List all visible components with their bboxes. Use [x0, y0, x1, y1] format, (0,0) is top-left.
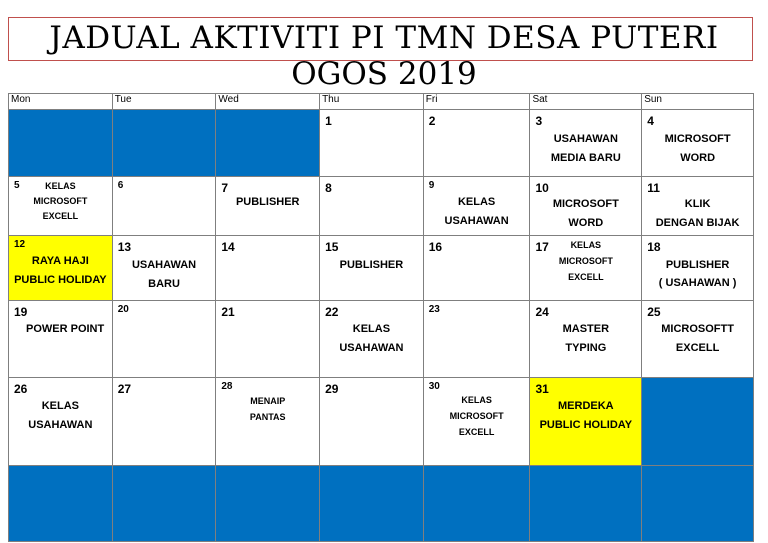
day-cell [112, 177, 216, 236]
weekday-header: Fri [423, 94, 530, 110]
day-number: 30 [428, 381, 440, 392]
activity-line: MICROSOFTT [661, 323, 734, 335]
day-cell [112, 378, 216, 466]
day-cell [530, 110, 642, 177]
week-row [9, 110, 754, 177]
day-number: 4 [647, 114, 654, 128]
day-number: 14 [221, 240, 235, 254]
day-cell [9, 177, 113, 236]
day-cell [320, 177, 424, 236]
day-number: 7 [221, 181, 229, 195]
day-number: 8 [325, 181, 332, 195]
empty-day-cell [530, 466, 642, 542]
day-cell [423, 301, 530, 378]
activity-line: EXCELL [568, 272, 604, 282]
day-number: 23 [428, 304, 440, 315]
activity-line: PUBLISHER [235, 196, 300, 208]
day-number: 20 [117, 304, 129, 315]
day-number: 6 [117, 180, 124, 191]
day-cell [216, 177, 320, 236]
week-row [9, 236, 754, 301]
day-cell [9, 378, 113, 466]
week-row [9, 301, 754, 378]
weekday-header: Thu [320, 94, 424, 110]
activity-line: BARU [148, 278, 180, 290]
activity-line: PANTAS [249, 412, 286, 422]
week-row [9, 177, 754, 236]
empty-day-cell [9, 466, 113, 542]
empty-day-cell [320, 466, 424, 542]
day-cell [216, 301, 320, 378]
day-number: 16 [428, 240, 443, 254]
activity-line: KLIK [684, 198, 711, 210]
activity-line: WORD [568, 217, 604, 229]
day-number: 12 [14, 239, 26, 250]
empty-day-cell [112, 466, 216, 542]
day-cell [423, 378, 530, 466]
day-number: 13 [117, 240, 132, 254]
activity-line: USAHAWAN [131, 259, 197, 271]
empty-day-cell [423, 466, 530, 542]
page-title: JADUAL AKTIVITI PI TMN DESA PUTERI [49, 20, 719, 56]
weekday-header: Sat [530, 94, 642, 110]
day-cell [112, 236, 216, 301]
holiday-cell [9, 236, 113, 301]
day-number: 5 [14, 180, 20, 191]
day-cell [320, 236, 424, 301]
calendar-table [8, 93, 754, 542]
day-number: 10 [535, 181, 549, 195]
day-cell [9, 301, 113, 378]
day-number: 22 [325, 305, 339, 319]
activity-line: MENAIP [250, 396, 286, 406]
week-row [9, 466, 754, 542]
day-number: 3 [535, 114, 543, 128]
day-number: 26 [14, 382, 28, 396]
activity-line: MEDIA BARU [550, 152, 621, 164]
activity-line: PUBLIC HOLIDAY [539, 419, 633, 431]
day-cell [423, 236, 530, 301]
empty-day-cell [9, 110, 113, 177]
day-cell [112, 301, 216, 378]
day-cell [423, 110, 530, 177]
empty-day-cell [642, 378, 754, 466]
weekday-header: Wed [216, 94, 320, 110]
day-cell [642, 110, 754, 177]
day-cell [530, 177, 642, 236]
activity-line: USAHAWAN [553, 133, 618, 145]
day-cell [642, 301, 754, 378]
day-number: 18 [647, 240, 661, 254]
day-cell [320, 378, 424, 466]
activity-line: RAYA HAJI [31, 255, 89, 267]
activity-line: PUBLISHER [665, 259, 730, 271]
activity-line: TYPING [565, 342, 607, 354]
weekday-header-row [9, 94, 754, 110]
activity-line: KELAS [41, 400, 79, 412]
weekday-header: Mon [9, 94, 113, 110]
day-cell [530, 301, 642, 378]
empty-day-cell [112, 110, 216, 177]
day-number: 17 [535, 240, 549, 254]
activity-line: PUBLISHER [339, 259, 404, 271]
activity-line: MICROSOFT [664, 133, 731, 145]
activity-line: EXCELL [42, 211, 79, 221]
activity-line: MASTER [562, 323, 610, 335]
activity-line: MICROSOFT [552, 198, 619, 210]
page-subtitle: OGOS 2019 [291, 56, 477, 92]
day-number: 11 [647, 181, 660, 195]
activity-line: KELAS [45, 181, 76, 191]
empty-day-cell [216, 110, 320, 177]
activity-line: DENGAN BIJAK [655, 217, 740, 229]
activity-line: MICROSOFT [449, 411, 504, 421]
day-number: 21 [221, 305, 235, 319]
day-number: 28 [221, 381, 233, 392]
day-number: 29 [325, 382, 339, 396]
day-number: 19 [14, 305, 28, 319]
day-number: 15 [325, 240, 339, 254]
day-cell [320, 110, 424, 177]
day-cell [530, 236, 642, 301]
day-number: 25 [647, 305, 661, 319]
day-number: 27 [117, 382, 132, 396]
day-number: 1 [325, 114, 332, 128]
day-number: 2 [428, 114, 436, 128]
week-row [9, 378, 754, 466]
weekday-header: Tue [112, 94, 216, 110]
activity-line: PUBLIC HOLIDAY [14, 274, 107, 286]
activity-line: MICROSOFT [558, 256, 613, 266]
activity-line: KELAS [457, 196, 496, 208]
activity-line: MICROSOFT [33, 196, 88, 206]
activity-line: EXCELL [458, 427, 495, 437]
day-number: 31 [535, 382, 549, 396]
empty-day-cell [216, 466, 320, 542]
day-cell [216, 236, 320, 301]
empty-day-cell [642, 466, 754, 542]
activity-line: MERDEKA [558, 400, 614, 412]
day-number: 24 [535, 305, 549, 319]
activity-line: POWER POINT [26, 323, 105, 335]
day-number: 9 [428, 180, 435, 191]
day-cell [642, 177, 754, 236]
weekday-header: Sun [642, 94, 754, 110]
activity-line: KELAS [570, 240, 602, 250]
activity-line: USAHAWAN [28, 419, 93, 431]
activity-line: USAHAWAN [444, 215, 509, 227]
activity-line: WORD [680, 152, 716, 164]
activity-line: ( USAHAWAN ) [658, 277, 737, 289]
activity-line: EXCELL [675, 342, 720, 354]
day-cell [423, 177, 530, 236]
holiday-cell [530, 378, 642, 466]
activity-line: USAHAWAN [339, 342, 404, 354]
day-cell [320, 301, 424, 378]
activity-line: KELAS [461, 395, 492, 405]
activity-line: KELAS [352, 323, 391, 335]
day-cell [642, 236, 754, 301]
day-cell [216, 378, 320, 466]
